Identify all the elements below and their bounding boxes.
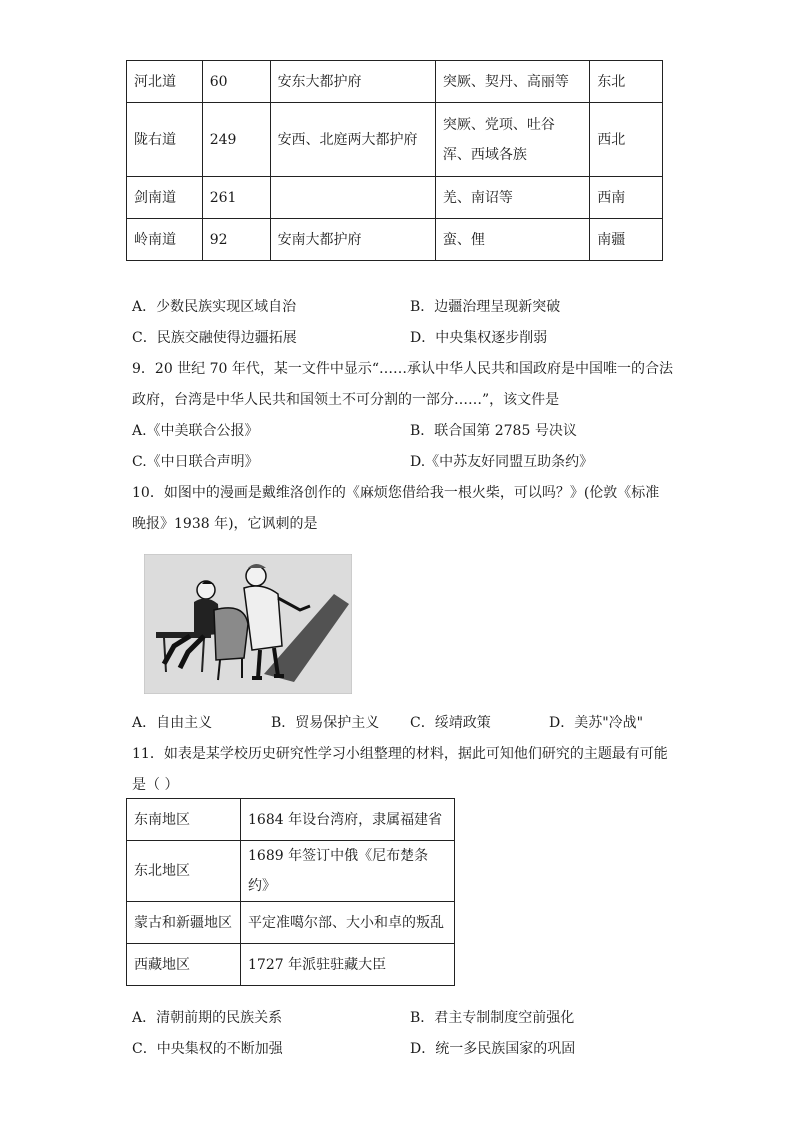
table-cell: 西南 (590, 177, 663, 219)
table-cell: 西藏地区 (127, 944, 241, 986)
q11-stem-line-2: 是（ ） (132, 777, 179, 793)
table-cell: 1684 年设台湾府，隶属福建省 (241, 799, 455, 841)
table-cell: 安西、北庭两大都护府 (270, 103, 435, 177)
table-cell: 陇右道 (127, 103, 203, 177)
table-row (127, 177, 663, 219)
q11-option-a[interactable]: A．清朝前期的民族关系 (132, 1010, 283, 1026)
q8-option-b[interactable]: B．边疆治理呈现新突破 (410, 299, 561, 315)
table-cell: 1689 年签订中俄《尼布楚条约》 (241, 841, 455, 902)
table-cell: 剑南道 (127, 177, 203, 219)
table-row (127, 799, 455, 841)
table-cell: 安东大都护府 (270, 61, 435, 103)
table-cell: 平定准噶尔部、大小和卓的叛乱 (241, 902, 455, 944)
q10-option-a[interactable]: A．自由主义 (132, 715, 213, 731)
q10-option-b[interactable]: B．贸易保护主义 (271, 715, 380, 731)
table-row (127, 902, 455, 944)
table-cell: 河北道 (127, 61, 203, 103)
q10-stem-line-1: 10．如图中的漫画是戴维洛创作的《麻烦您借给我一根火柴，可以吗？》(伦敦《标准 (132, 485, 660, 501)
q11-option-d[interactable]: D．统一多民族国家的巩固 (410, 1041, 576, 1057)
table-row (127, 61, 663, 103)
qing-regions-table (126, 798, 455, 986)
table-row (127, 219, 663, 261)
table-cell: 蒙古和新疆地区 (127, 902, 241, 944)
table-cell: 羌、南诏等 (435, 177, 589, 219)
q9-option-b[interactable]: B．联合国第 2785 号决议 (410, 423, 577, 439)
table-cell: 安南大都护府 (270, 219, 435, 261)
table-row (127, 841, 455, 902)
q9-option-c[interactable]: C.《中日联合声明》 (132, 454, 259, 470)
q9-option-d[interactable]: D.《中苏友好同盟互助条约》 (410, 454, 594, 470)
table-row (127, 944, 455, 986)
table-cell: 东北地区 (127, 841, 241, 902)
table-cell: 东南地区 (127, 799, 241, 841)
q10-option-c[interactable]: C．绥靖政策 (410, 715, 491, 731)
q8-option-a[interactable]: A．少数民族实现区域自治 (132, 299, 297, 315)
table-cell: 岭南道 (127, 219, 203, 261)
table-cell: 突厥、契丹、高丽等 (435, 61, 589, 103)
q11-stem-line-1: 11．如表是某学校历史研究性学习小组整理的材料，据此可知他们研究的主题最有可能 (132, 746, 668, 762)
q11-option-b[interactable]: B．君主专制制度空前强化 (410, 1010, 575, 1026)
table-cell: 1727 年派驻驻藏大臣 (241, 944, 455, 986)
political-cartoon-image (144, 554, 352, 694)
table-cell: 西北 (590, 103, 663, 177)
q11-option-c[interactable]: C．中央集权的不断加强 (132, 1041, 283, 1057)
table-row (127, 103, 663, 177)
table-cell: 261 (202, 177, 270, 219)
q10-option-d[interactable]: D．美苏"冷战" (549, 715, 644, 731)
table-cell (270, 177, 435, 219)
tang-regions-table (126, 60, 663, 261)
table-cell: 60 (202, 61, 270, 103)
table-cell: 249 (202, 103, 270, 177)
q9-stem-line-2: 政府，台湾是中华人民共和国领土不可分割的一部分……”，该文件是 (132, 392, 560, 408)
q10-stem-line-2: 晚报》1938 年)，它讽刺的是 (132, 516, 318, 532)
table-cell: 蛮、俚 (435, 219, 589, 261)
table-cell: 南疆 (590, 219, 663, 261)
q9-stem-line-1: 9．20 世纪 70 年代，某一文件中显示“……承认中华人民共和国政府是中国唯一的合法 (132, 361, 674, 377)
table-cell: 东北 (590, 61, 663, 103)
table-cell: 92 (202, 219, 270, 261)
q9-option-a[interactable]: A.《中美联合公报》 (132, 423, 259, 439)
q8-option-d[interactable]: D．中央集权逐步削弱 (410, 330, 548, 346)
q8-option-c[interactable]: C．民族交融使得边疆拓展 (132, 330, 297, 346)
table-cell: 突厥、党项、吐谷浑、西域各族 (435, 103, 589, 177)
